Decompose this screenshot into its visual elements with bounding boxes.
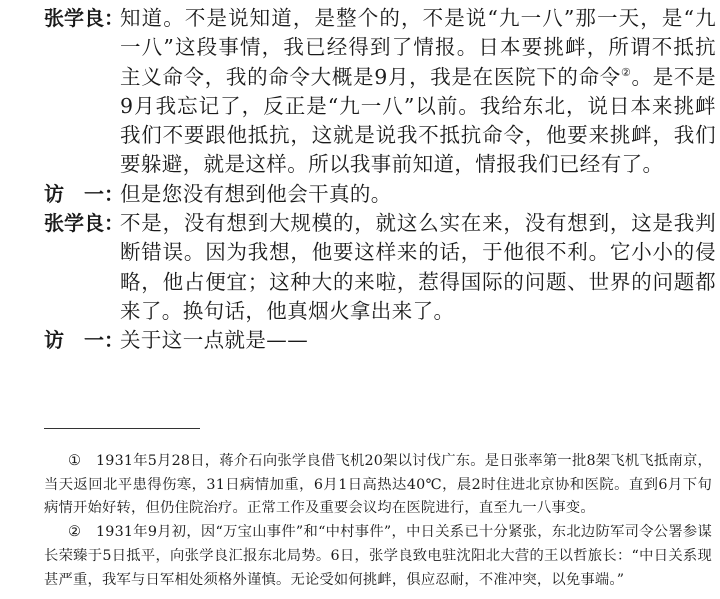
footnote-number: ① (68, 453, 82, 469)
speaker-label: 张学良： (44, 6, 124, 30)
speaker-label: 访 一： (44, 181, 124, 206)
speech-text-part: 。是不是9月我忘记了，反正是“九一八”以前。我给东北，说日本来挑衅我们不要跟他抵抗，这就是说我不抵抗命令，他要来挑衅，我们要躲避，就是这样。所以我事前知道，情报我们已经有了。 (120, 64, 716, 177)
dialogue-turn (44, 326, 716, 355)
footnote-number: ② (68, 524, 82, 541)
footnote-text: 1931年5月28日，蒋介石向张学良借飞机20架以讨伐广东。是日张率第一批8架飞机飞抵南京，当天返回北平患得伤寒，31日病情加重，6月1日高热达40℃，晨2时住进北京协和医院。直到6月下旬病情开始好转，但仍住院治疗。正常工作及重要会议均在医院进行，直至九一八事变。 (44, 453, 712, 517)
footnote (44, 450, 712, 521)
interview-dialogue (44, 4, 716, 356)
footnotes-section (44, 450, 712, 592)
speech-text (120, 4, 716, 180)
speech-text: 但是您没有想到他会干真的。 (120, 181, 392, 206)
dialogue-turn (44, 4, 716, 180)
speech-text: 不是，没有想到大规模的，就这么实在来，没有想到，这是我判断错误。因为我想，他要这样来的话，于他很不利。它小小的侵略，他占便宜；这种大的来啦，惹得国际的问题、世界的问题都来了。换句话，他真烟火拿出来了。 (120, 211, 716, 323)
dialogue-turn (44, 180, 716, 209)
speaker-label: 张学良： (44, 211, 124, 236)
footnote-reference[interactable]: ② (620, 65, 632, 79)
footnote-divider (44, 428, 200, 429)
speaker-label: 访 一： (44, 328, 124, 353)
speech-text: 关于这一点就是—— (120, 328, 309, 353)
footnote-text: 1931年9月初，因“万宝山事件”和“中村事件”，中日关系已十分紧张，东北边防军司令公署参谋长荣臻于5日抵平，向张学良汇报东北局势。6日，张学良致电驻沈阳北大营的王以哲旅长：“中日关系现甚严重，我军与日军相处须格外谨慎。无论受如何挑衅，俱应忍耐，不准冲突，以免事端。” (44, 524, 712, 588)
speech-text-part: 知道。不是说知道，是整个的，不是说“九一八”那一天，是“九一八”这段事情，我已经得到了情报。日本要挑衅，所谓不抵抗主义命令，我的命令大概是9月，我是在医院下的命令 (120, 6, 716, 89)
footnote (44, 521, 712, 592)
dialogue-turn (44, 209, 716, 326)
